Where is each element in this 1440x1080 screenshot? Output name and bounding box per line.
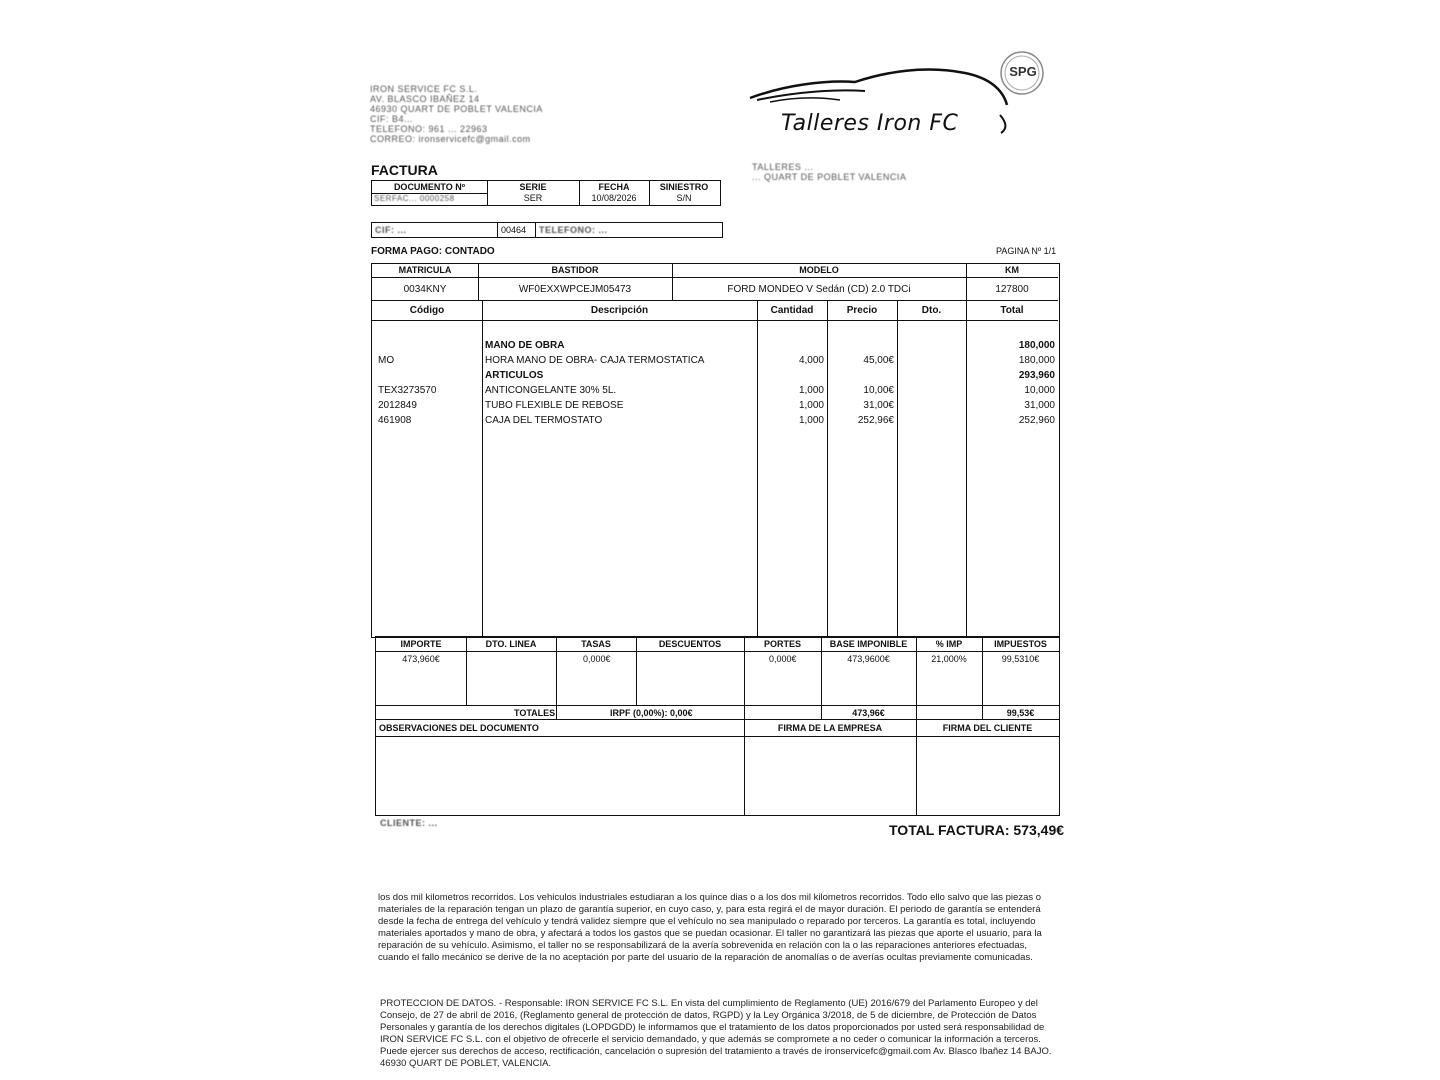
base-imponible-value: 473,9600€ [847, 654, 890, 664]
table-row [372, 400, 1058, 415]
total-base-value: 473,96€ [852, 708, 885, 718]
cantidad-header: Cantidad [770, 305, 814, 316]
firma-empresa-label: FIRMA DE LA EMPRESA [777, 723, 883, 733]
row-desc: CAJA DEL TERMOSTATO [485, 415, 603, 426]
client-header [752, 162, 906, 182]
row-price: 31,00€ [863, 400, 894, 411]
page-number: PAGINA Nº 1/1 [996, 246, 1057, 256]
row-desc: ANTICONGELANTE 30% 5L. [485, 385, 617, 396]
codigo-header: Código [409, 305, 445, 316]
impuestos-value: 99,5310€ [1001, 654, 1040, 664]
company-logo [745, 45, 1065, 145]
garantia-text: los dos mil kilometros recorridos. Los vehiculos industriales estudiaran a los quince dias o a los dos mil kilometros recorridos. Todo ello salvo que las piezas o materiales de la reparación tengan un plazo de garantía superior, en cuyo caso, y, para esta regirá el de mayor duración. El periodo de garantía se entenderá desde la fecha de entrega del vehículo y tendrá validez siempre que el vehículo no sea manipulado o reparado por terceros. La garantía es total, incluyendo materiales aportados y mano de obra, y afectará a todos los gastos que se puedan ocasionar. El taller no garantizará las piezas que aporte el usuario, para la reparación de su vehículo. Asimismo, el taller no se responsabilizará de la avería sobrevenida en relación con la o las reparaciones anteriores efectuadas, cuando el fallo mecánico se derive de la no aceptación por parte del usuario de la reparación de anomalías o de averías ocultas previamente comunicadas. [378, 892, 1042, 963]
row-qty: 1,000 [798, 400, 824, 411]
company-line: 46930 QUART DE POBLET VALENCIA [370, 104, 543, 114]
cliente-label: CLIENTE: ... [380, 818, 438, 828]
serie-value: SER [523, 193, 543, 203]
table-row [372, 385, 1058, 400]
importe-header: IMPORTE [400, 639, 442, 649]
table-row [372, 415, 1058, 430]
matricula-header: MATRICULA [398, 265, 452, 275]
total-header: Total [1000, 305, 1024, 316]
item-rows [372, 340, 1058, 430]
table-row [372, 340, 1058, 355]
company-info [370, 84, 570, 144]
row-qty: 4,000 [798, 355, 824, 366]
company-line: AV. BLASCO IBAÑEZ 14 [370, 94, 480, 104]
document-info-table [371, 180, 721, 206]
base-imponible-header: BASE IMPONIBLE [829, 639, 908, 649]
row-desc: HORA MANO DE OBRA- CAJA TERMOSTATICA [485, 355, 705, 366]
summary-table [375, 636, 1060, 720]
importe-value: 473,960€ [402, 654, 440, 664]
telefono-value: TELEFONO: ... [539, 225, 608, 235]
document-title: FACTURA [371, 162, 438, 178]
precio-header: Precio [846, 305, 878, 316]
fecha-header: FECHA [598, 182, 630, 192]
descuentos-header: DESCUENTOS [658, 639, 722, 649]
logo-text: Talleres Iron FC [781, 111, 959, 136]
doc-number-value: SERFAC... 0000258 [374, 194, 455, 203]
logo-badge: SPG [1009, 64, 1037, 79]
serie-header: SERIE [519, 182, 547, 192]
total-impuestos-value: 99,53€ [1006, 708, 1035, 718]
siniestro-header: SINIESTRO [659, 182, 709, 192]
dto-header: Dto. [921, 305, 942, 316]
modelo-header: MODELO [799, 265, 839, 275]
row-price: 252,96€ [857, 415, 894, 426]
fecha-value: 10/08/2026 [591, 193, 637, 203]
observaciones-label: OBSERVACIONES DEL DOCUMENTO [379, 723, 539, 733]
main-table [371, 263, 1060, 638]
row-total: 252,960 [1018, 415, 1055, 426]
impuestos-header: IMPUESTOS [994, 639, 1047, 649]
bastidor-value: WF0EXXWPCEJM05473 [518, 284, 632, 295]
total-factura: TOTAL FACTURA: 573,49€ [889, 822, 1065, 838]
row-qty: 1,000 [798, 385, 824, 396]
tasas-value: 0,000€ [583, 654, 611, 664]
row-desc: MANO DE OBRA [485, 340, 565, 351]
client-line: TALLERES ... [752, 162, 814, 172]
row-price: 45,00€ [863, 355, 894, 366]
company-line: CIF: B4... [370, 114, 414, 124]
cif-value: CIF: ... [375, 225, 407, 235]
cif-row [371, 222, 723, 238]
km-header: KM [1005, 265, 1019, 275]
row-code: 461908 [378, 415, 412, 426]
pct-imp-value: 21,000% [931, 654, 967, 664]
portes-value: 0,000€ [769, 654, 797, 664]
table-row [372, 355, 1058, 370]
portes-header: PORTES [763, 639, 801, 649]
company-line: IRON SERVICE FC S.L. [370, 84, 478, 94]
table-row [372, 370, 1058, 385]
row-desc: ARTICULOS [485, 370, 544, 381]
row-code: TEX3273570 [378, 385, 437, 396]
row-code: 2012849 [378, 400, 417, 411]
row-total: 10,000 [1024, 385, 1055, 396]
firma-cliente-label: FIRMA DEL CLIENTE [942, 723, 1033, 733]
row-total: 180,000 [1018, 340, 1055, 351]
row-total: 31,000 [1024, 400, 1055, 411]
row-total: 180,000 [1018, 355, 1055, 366]
row-desc: TUBO FLEXIBLE DE REBOSE [485, 400, 624, 411]
km-value: 127800 [995, 284, 1029, 295]
totales-label: TOTALES [514, 708, 556, 718]
dto-linea-header: DTO. LINEA [485, 639, 537, 649]
tasas-header: TASAS [581, 639, 611, 649]
client-line: ... QUART DE POBLET VALENCIA [752, 172, 907, 182]
company-line: CORREO: ironservicefc@gmail.com [370, 134, 531, 144]
descripcion-header: Descripción [590, 305, 649, 316]
doc-number-header: DOCUMENTO Nº [393, 182, 466, 192]
row-total: 293,960 [1018, 370, 1055, 381]
row-code: MO [378, 355, 395, 366]
row-price: 10,00€ [863, 385, 894, 396]
irpf-value: IRPF (0,00%): 0,00€ [610, 708, 693, 718]
siniestro-value: S/N [676, 193, 692, 203]
modelo-value: FORD MONDEO V Sedán (CD) 2.0 TDCi [727, 284, 911, 295]
footer-boxes [375, 719, 1060, 816]
proteccion-datos-text: PROTECCION DE DATOS. - Responsable: IRON SERVICE FC S.L. En vista del cumplimiento de Reglamento (UE) 2016/679 del Parlamento Europeo y del Consejo, de 27 de abril de 2016, (Reglamento general de protección de datos, RGPD) y la Ley Orgánica 3/2018, de 5 de diciembre, de Protección de Datos Personales y garantía de los derechos digitales (LOPDGDD) le informamos que el tratamiento de los datos proporcionados por usted será responsabilidad de IRON SERVICE FC S.L. con el objetivo de ofrecerle el servicio demandado, y que además se compromete a no ceder o comunicar la información a terceros. Puede ejercer sus derechos de acceso, rectificación, cancelación o supresión del tratamiento a través de ironservicefc@gmail.com Av. Blasco Ibañez 14 BAJO. 46930 QUART DE POBLET, VALENCIA. [380, 998, 1052, 1069]
forma-pago: FORMA PAGO: CONTADO [371, 246, 495, 257]
matricula-value: 0034KNY [403, 284, 447, 295]
bastidor-header: BASTIDOR [551, 265, 599, 275]
pct-imp-header: % IMP [935, 639, 963, 649]
cif-code: 00464 [501, 225, 527, 235]
row-qty: 1,000 [798, 415, 824, 426]
company-line: TELEFONO: 961 ... 22963 [370, 124, 488, 134]
